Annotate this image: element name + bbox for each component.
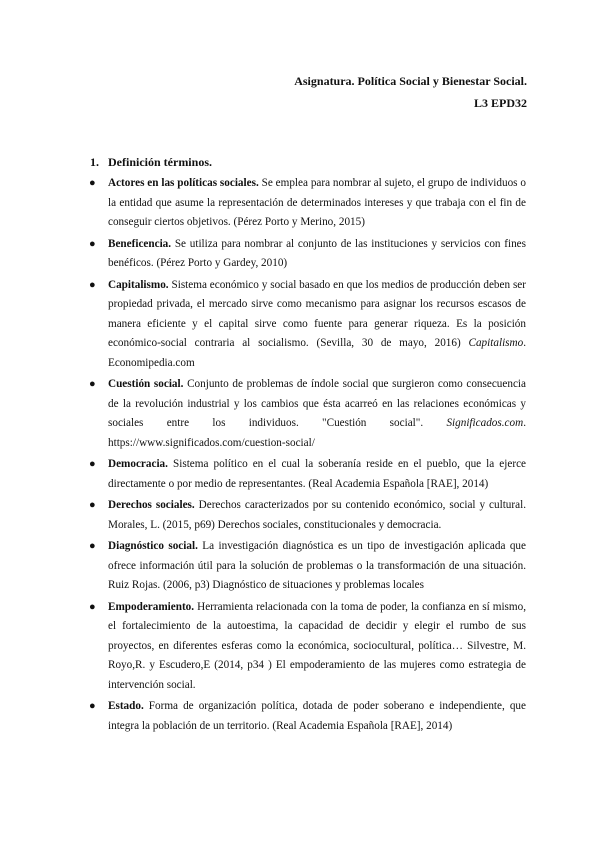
list-item (86, 375, 526, 453)
term: Actores en las políticas sociales. (108, 177, 259, 189)
term: Derechos sociales. (108, 499, 195, 511)
list-item (86, 455, 526, 494)
section-title-text: Definición términos. (108, 155, 212, 169)
bullet-icon: ● (89, 499, 96, 511)
definition: Forma de organización política, dotada de poder soberano e independiente, que integra la población de un territorio. (Real Academia Española [RAE], 2014) (108, 700, 526, 732)
definition: Derechos caracterizados por su contenido económico, social y cultural. Morales, L. (2015, p69) Derechos sociales, constitucionales y democracia. (108, 499, 526, 531)
bullet-icon: ● (89, 458, 96, 470)
source-url: . https://www.significados.com/cuestion-social/ (108, 417, 526, 449)
term: Capitalismo. (108, 278, 169, 291)
list-item (86, 697, 526, 736)
bullet-icon: ● (89, 177, 96, 189)
definition: Sistema económico y social basado en que los medios de producción deben ser propiedad privada, el mercado sirve como mecanismo para asignar los recursos escasos de manera eficiente y el capital sirve como fuente para generar riqueza. Es la posición económico-social contraria al socialismo. (Sevilla, 30 de mayo, 2016) (108, 278, 526, 349)
list-item (86, 235, 526, 274)
source-title: Significados.com (446, 417, 524, 429)
term: Diagnóstico social. (108, 540, 198, 552)
source-site: . Economipedia.com (108, 337, 526, 369)
definition: Se emplea para nombrar al sujeto, el grupo de individuos o la entidad que asume la representación de determinados intereses y que trabaja con el fin de conseguir ciertos objetivos. (Pérez Porto y Merino, 2015) (108, 177, 526, 228)
term: Beneficencia. (108, 237, 172, 250)
source-title: Capitalismo (468, 337, 524, 349)
term: Estado. (108, 700, 144, 712)
document-header (294, 70, 527, 114)
term: Empoderamiento. (108, 600, 195, 613)
bullet-icon: ● (89, 278, 96, 291)
bullet-icon: ● (89, 700, 96, 712)
bullet-icon: ● (89, 540, 96, 552)
bullet-icon: ● (89, 600, 96, 613)
list-item (86, 537, 526, 596)
course-title: Asignatura. Política Social y Bienestar Social. (294, 74, 527, 88)
term: Democracia. (108, 458, 168, 470)
term: Cuestión social. (108, 378, 184, 390)
list-item (86, 598, 526, 696)
list-item (86, 276, 526, 374)
section-number: 1. (90, 155, 99, 169)
definition: Conjunto de problemas de índole social que surgieron como consecuencia de la revolución industrial y los cambios que ésta acarreó en las relaciones económicas y sociales entre los individuos. "Cuestión social". (108, 378, 526, 429)
bullet-icon: ● (89, 237, 96, 250)
definition: Herramienta relacionada con la toma de poder, la confianza en sí mismo, el fortalecimiento de la autoestima, la capacidad de decidir y elegir el rumbo de sus proyectos, en diferentes esferas como la económica, sociocultural, política… Silvestre, M. Royo,R. y Escudero,E (2014, p34 ) El empoderamiento de las mujeres como estrategia de intervención social. (108, 600, 526, 691)
list-item (86, 174, 526, 233)
bullet-icon: ● (89, 378, 96, 390)
course-code: L3 EPD32 (473, 96, 527, 110)
definition: La investigación diagnóstica es un tipo de investigación aplicada que ofrece información útil para la solución de problemas o la transformación de una situación. Ruiz Rojas. (2006, p3) Diagnóstico de situaciones y problemas locales (108, 540, 526, 591)
section-heading (90, 152, 212, 172)
definition: Sistema político en el cual la soberanía reside en el pueblo, que la ejerce directamente o por medio de representantes. (Real Academia Española [RAE], 2014) (108, 458, 526, 490)
definition: Se utiliza para nombrar al conjunto de las instituciones y servicios con fines benéficos. (Pérez Porto y Gardey, 2010) (108, 237, 526, 269)
definitions-list (86, 174, 526, 738)
list-item (86, 496, 526, 535)
